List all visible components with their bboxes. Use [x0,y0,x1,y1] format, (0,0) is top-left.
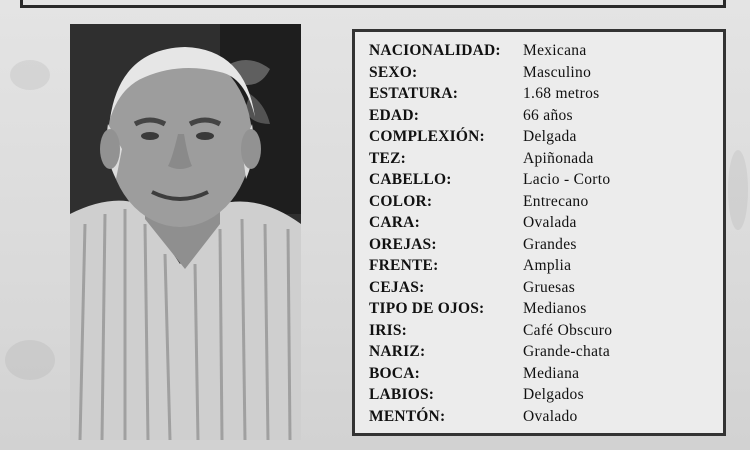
field-label: IRIS: [369,321,408,339]
field-value: Grande-chata [523,343,611,360]
field-label: BOCA: [369,364,420,382]
field-label: CABELLO: [369,171,452,188]
field-row-tez [369,150,719,171]
paper-smudge [10,60,50,90]
field-label: COMPLEXIÓN: [369,128,485,145]
field-row-frente [369,257,719,278]
field-row-iris [369,322,719,343]
field-row-tipo-de-ojos [369,300,719,321]
field-value: Medianos [523,300,587,317]
field-value: Mediana [523,364,580,382]
field-value: 66 años [523,106,573,124]
field-row-estatura [369,85,719,106]
field-row-nariz [369,343,719,364]
paper-smudge [5,340,55,380]
field-row-menton [369,408,719,429]
field-label: NARIZ: [369,343,426,360]
top-frame-border [20,0,726,8]
field-row-nacionalidad [369,42,719,63]
field-value: Amplia [523,257,572,274]
field-row-labios [369,386,719,407]
field-label: OREJAS: [369,235,437,253]
field-row-orejas [369,236,719,257]
field-label: EDAD: [369,106,420,124]
field-value: Masculino [523,63,592,81]
field-label: TEZ: [369,149,406,167]
field-label: ESTATURA: [369,85,459,102]
field-value: Ovalada [523,214,577,231]
field-row-boca [369,365,719,386]
person-photo [70,24,301,440]
field-row-edad [369,107,719,128]
field-label: FRENTE: [369,257,439,274]
field-value: Entrecano [523,192,589,210]
field-row-cejas [369,279,719,300]
field-value: Delgada [523,128,577,145]
field-label: CARA: [369,214,420,231]
field-value: Gruesas [523,278,576,296]
field-row-cabello [369,171,719,192]
field-value: Mexicana [523,42,587,59]
field-label: NACIONALIDAD: [369,42,501,59]
field-label: LABIOS: [369,386,435,403]
field-label: CEJAS: [369,278,425,296]
field-label: SEXO: [369,63,418,81]
field-label: TIPO DE OJOS: [369,300,485,317]
field-value: Apiñonada [523,149,594,167]
field-value: Café Obscuro [523,321,613,339]
field-value: Delgados [523,386,584,403]
field-label: MENTÓN: [369,407,446,425]
paper-smudge [728,150,748,230]
field-label: COLOR: [369,192,433,210]
field-row-color [369,193,719,214]
field-value: 1.68 metros [523,85,600,102]
physical-description-box [352,29,726,436]
field-row-cara [369,214,719,235]
field-value: Grandes [523,235,577,253]
field-value: Lacio - Corto [523,171,611,188]
field-row-sexo [369,64,719,85]
field-row-complexion [369,128,719,149]
field-value: Ovalado [523,407,578,425]
